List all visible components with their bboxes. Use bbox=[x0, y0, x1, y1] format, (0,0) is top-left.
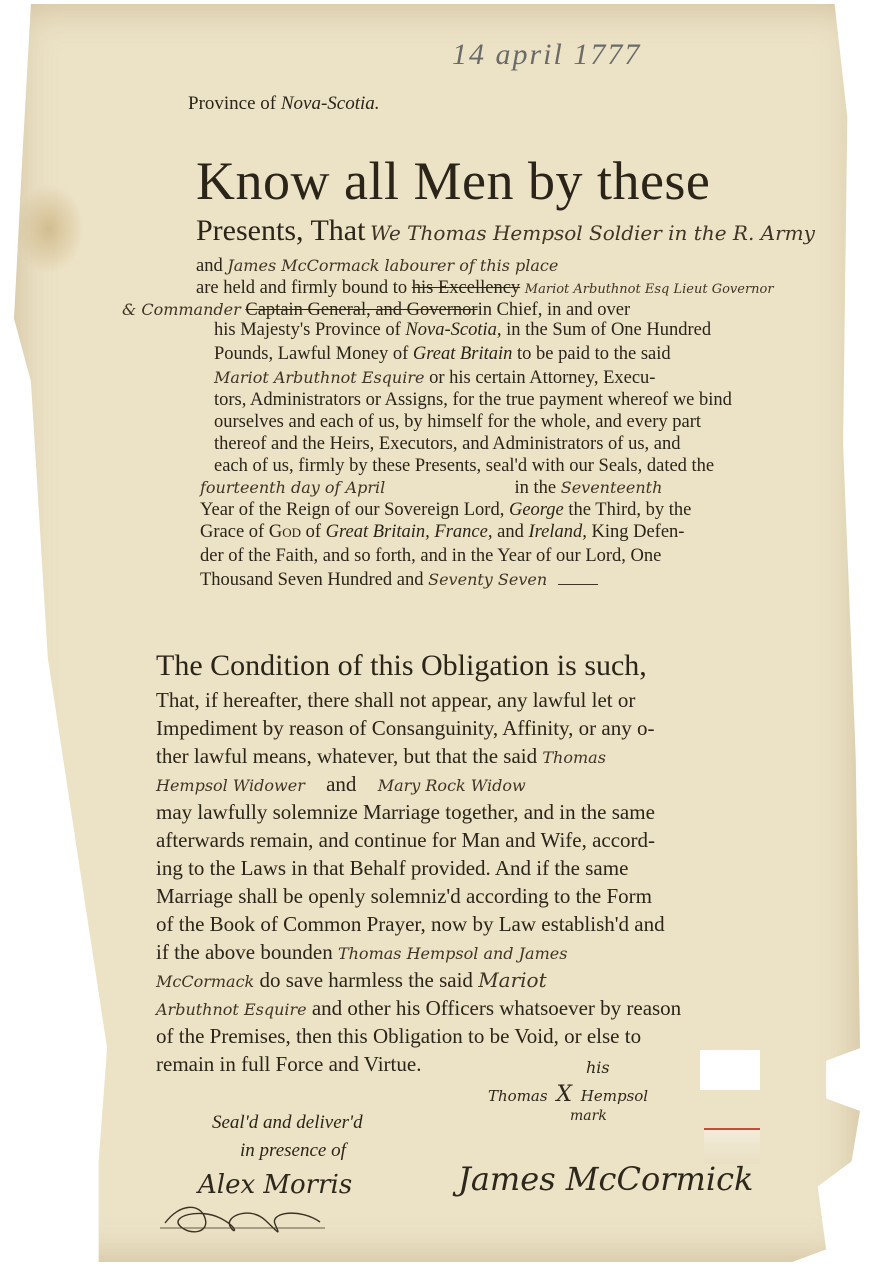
groom-first-hand: Thomas bbox=[542, 748, 606, 767]
body-line-1 bbox=[196, 214, 815, 248]
body-text: Pounds, Lawful Money of bbox=[214, 344, 409, 364]
flourish-icon bbox=[160, 1198, 330, 1238]
bounden-hand: Thomas Hempsol and James bbox=[337, 944, 568, 963]
body-line-3 bbox=[196, 278, 774, 299]
ireland-italic: Ireland, bbox=[528, 522, 587, 542]
condition-line-3 bbox=[156, 744, 606, 769]
body-and: and bbox=[196, 256, 223, 276]
groom-surname-hand: Hempsol Widower bbox=[156, 776, 305, 795]
body-text: in the Sum of One Hundred bbox=[506, 320, 712, 340]
condition-line-9: of the Book of Common Prayer, now by Law establish'd and bbox=[156, 912, 665, 936]
body-text: or his certain Attorney, Execu- bbox=[429, 368, 656, 388]
mark-first-name: Thomas bbox=[488, 1087, 548, 1105]
province-name: Nova-Scotia. bbox=[280, 93, 380, 114]
body-line-4 bbox=[122, 300, 630, 321]
province-italic: Nova-Scotia, bbox=[405, 320, 502, 340]
king-italic: George bbox=[508, 500, 564, 520]
body-line-7 bbox=[214, 368, 655, 389]
struck-captain-general: Captain General, and Governor bbox=[245, 300, 478, 320]
condition-line-1: That, if hereafter, there shall not appear, any lawful let or bbox=[156, 688, 636, 712]
condition-line-14: remain in full Force and Virtue. bbox=[156, 1052, 422, 1076]
mark-his: his bbox=[586, 1058, 610, 1077]
condition-line-11 bbox=[156, 968, 547, 993]
mark-label: mark bbox=[570, 1108, 607, 1124]
condition-heading: The Condition of this Obligation is such, bbox=[156, 649, 647, 682]
body-line-2 bbox=[196, 256, 558, 277]
in-presence-of: in presence of bbox=[240, 1140, 346, 1161]
body-text: in the bbox=[514, 478, 557, 498]
document-title: Know all Men by these bbox=[196, 151, 711, 211]
body-text: of bbox=[305, 522, 322, 542]
held-bound-text: are held and firmly bound to bbox=[196, 278, 408, 298]
mark-signature bbox=[488, 1082, 648, 1107]
mark-x: X bbox=[556, 1082, 573, 1107]
regnal-year-hand: Seventeenth bbox=[560, 478, 663, 497]
mariot-hand: Mariot bbox=[478, 968, 547, 992]
presents-that: Presents, That bbox=[196, 214, 366, 247]
body-line-8: tors, Administrators or Assigns, for the true payment whereof we bind bbox=[214, 390, 732, 410]
body-text: Grace of bbox=[200, 522, 265, 542]
body-text: and other his Officers whatsoever by reason bbox=[311, 996, 682, 1020]
bond-names-hand: We Thomas Hempsol Soldier in the R. Army bbox=[370, 221, 815, 245]
great-britain-italic: Great Britain bbox=[412, 344, 513, 364]
body-line-14 bbox=[200, 522, 684, 543]
body-line-16 bbox=[200, 570, 598, 591]
body-line-15: der of the Faith, and so forth, and in the Year of our Lord, One bbox=[200, 546, 662, 566]
condition-line-4 bbox=[156, 772, 526, 797]
condition-line-6: afterwards remain, and continue for Man and Wife, accord- bbox=[156, 828, 656, 852]
body-line-10: thereof and the Heirs, Executors, and Administrators of us, and bbox=[214, 434, 681, 454]
torn-corner bbox=[700, 1050, 760, 1090]
body-text: to be paid to the said bbox=[517, 344, 671, 364]
second-signature: James McCormick bbox=[458, 1160, 754, 1198]
commander-hand: & Commander bbox=[122, 300, 241, 319]
body-text: the Third, by the bbox=[568, 500, 692, 520]
province-label: Province of bbox=[188, 93, 277, 114]
pencil-date-note: 14 april 1777 bbox=[452, 38, 642, 71]
body-text: Year of the Reign of our Sovereign Lord, bbox=[200, 500, 505, 520]
sealed-delivered: Seal'd and deliver'd bbox=[212, 1112, 363, 1133]
body-line-6 bbox=[214, 344, 671, 365]
body-text: do save harmless the said bbox=[259, 968, 473, 992]
condition-line-7: ing to the Laws in that Behalf provided. And if the same bbox=[156, 856, 629, 880]
body-text: Thousand Seven Hundred and bbox=[200, 570, 424, 590]
condition-line-12 bbox=[156, 996, 681, 1021]
body-line-5 bbox=[214, 320, 711, 341]
second-bonder-hand: James McCormack labourer of this place bbox=[227, 256, 559, 275]
province-line bbox=[188, 93, 380, 115]
seal-tab bbox=[704, 1128, 760, 1164]
condition-line-2: Impediment by reason of Consanguinity, Affinity, or any o- bbox=[156, 716, 655, 740]
date-hand: fourteenth day of April bbox=[200, 478, 386, 497]
body-line-11: each of us, firmly by these Presents, seal'd with our Seals, dated the bbox=[214, 456, 715, 476]
arbuthnot-hand: Arbuthnot Esquire bbox=[156, 1000, 307, 1019]
year-hand: Seventy Seven bbox=[428, 570, 548, 589]
body-text: and bbox=[326, 772, 357, 796]
payee-hand: Mariot Arbuthnot Esquire bbox=[214, 368, 425, 387]
body-text: his Majesty's Province of bbox=[214, 320, 401, 340]
struck-excellency: his Excellency bbox=[411, 278, 521, 298]
mark-surname: Hempsol bbox=[580, 1087, 649, 1105]
france-italic: France, bbox=[434, 522, 493, 542]
witness-signature: Alex Morris bbox=[198, 1170, 353, 1200]
body-text: if the above bounden bbox=[156, 940, 333, 964]
body-line-12 bbox=[200, 478, 662, 499]
gb-italic: Great Britain, bbox=[325, 522, 430, 542]
blank-line bbox=[558, 584, 598, 585]
god-smallcaps: God bbox=[268, 522, 301, 542]
condition-line-13: of the Premises, then this Obligation to be Void, or else to bbox=[156, 1024, 642, 1048]
mccormack-hand: McCormack bbox=[156, 972, 255, 991]
body-text: King Defen- bbox=[591, 522, 685, 542]
body-line-9: ourselves and each of us, by himself for the whole, and every part bbox=[214, 412, 702, 432]
body-text: ther lawful means, whatever, but that the said bbox=[156, 744, 538, 768]
condition-line-10 bbox=[156, 940, 567, 965]
body-text: and bbox=[497, 522, 524, 542]
water-stain bbox=[14, 184, 84, 274]
bride-hand: Mary Rock Widow bbox=[377, 776, 526, 795]
condition-line-8: Marriage shall be openly solemniz'd according to the Form bbox=[156, 884, 652, 908]
governor-hand: Mariot Arbuthnot Esq Lieut Governor bbox=[524, 282, 774, 297]
body-line-13 bbox=[200, 500, 691, 521]
condition-line-5: may lawfully solemnize Marriage together, and in the same bbox=[156, 800, 655, 824]
in-chief-text: in Chief, in and over bbox=[477, 300, 631, 320]
